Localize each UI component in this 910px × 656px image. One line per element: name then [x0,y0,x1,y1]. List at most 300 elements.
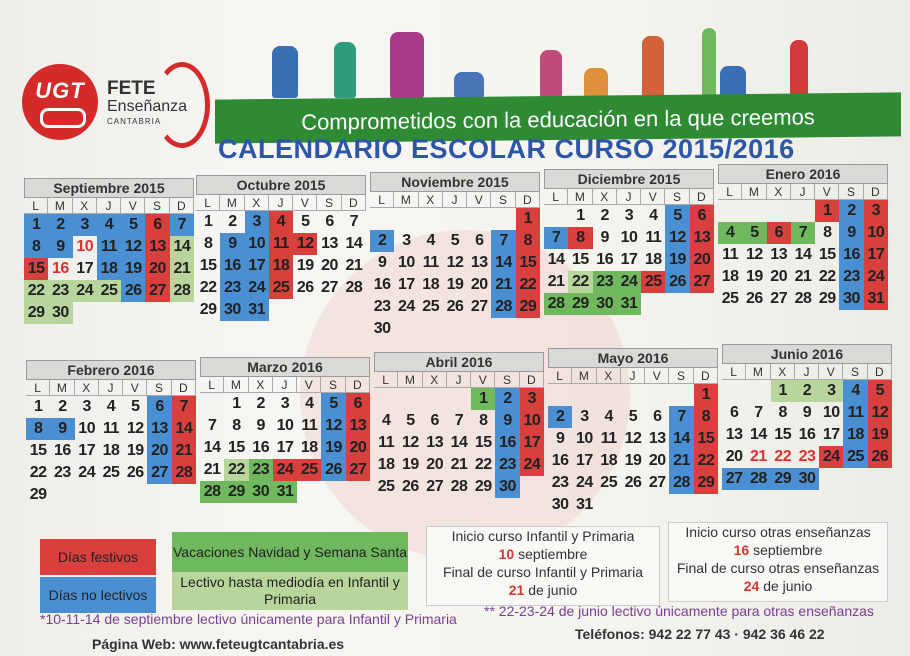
weekday-label: J [443,192,467,208]
day-cell: 30 [551,496,569,513]
day-cell: 10 [576,430,593,447]
info2-inicio-month: septiembre [753,542,823,558]
weekday-label: S [495,372,519,388]
day-cell: 31 [273,481,297,503]
day-cell: 5 [406,412,415,429]
day-cell: 29 [694,472,718,494]
day-cell: 13 [426,434,444,451]
day-cell: 11 [600,430,617,447]
day-grid [544,205,714,315]
day-cell: 10 [822,404,840,421]
day-cell: 23 [220,277,244,299]
weekday-label: X [423,372,447,388]
day-cell: 25 [102,464,120,481]
day-cell: 17 [576,452,593,469]
day-cell: 20 [690,249,714,271]
weekday-label: S [145,198,169,214]
day-cell: 6 [475,232,484,249]
day-cell: 28 [345,279,363,296]
weekday-label: M [742,184,766,200]
weekday-label: J [273,377,297,393]
brand-fete: FETE [107,78,156,99]
day-cell: 23 [48,280,72,302]
day-cell: 29 [24,302,48,324]
day-cell: 31 [864,288,888,310]
weekday-header [544,189,714,205]
weekday-label: J [617,189,641,205]
info1-final-month: de junio [528,582,578,598]
day-cell: 7 [349,213,359,230]
day-cell: 9 [377,254,387,271]
empty-cell [742,200,766,222]
day-cell: 1 [576,207,585,224]
day-cell: 5 [131,398,140,415]
day-cell: 19 [321,437,345,459]
day-cell: 31 [576,496,593,513]
day-cell: 13 [648,430,666,447]
day-cell: 24 [617,271,641,293]
weekday-label: D [868,364,892,380]
empty-cell [645,384,669,406]
day-grid [200,393,370,503]
day-cell: 24 [73,280,97,302]
day-cell: 27 [346,459,370,481]
day-cell: 30 [495,476,519,498]
weekday-label: D [172,380,196,396]
day-cell: 21 [794,268,812,285]
legend-festivos: Días festivos [40,539,156,575]
day-cell: 16 [373,276,391,293]
day-cell: 3 [864,200,888,222]
month-calendar [24,178,194,328]
day-cell: 2 [839,200,863,222]
empty-cell [423,388,447,410]
day-cell: 16 [252,439,270,456]
day-cell: 19 [121,258,145,280]
weekday-label: S [317,195,341,211]
weekday-label: L [718,184,742,200]
day-cell: 28 [172,462,196,484]
day-cell: 27 [722,468,746,490]
info2-final-label: Final de curso otras enseñanzas [676,560,880,576]
empty-cell [621,384,645,406]
day-cell: 12 [665,227,689,249]
day-cell: 13 [147,418,171,440]
weekday-label: L [26,380,50,396]
day-cell: 12 [746,246,763,263]
day-cell: 26 [446,298,464,315]
day-cell: 18 [269,255,293,277]
day-cell: 8 [232,417,241,434]
day-cell: 29 [818,290,836,307]
day-cell: 14 [203,439,221,456]
day-cell: 4 [269,211,293,233]
day-cell: 24 [273,459,297,481]
day-cell: 20 [725,448,743,465]
day-cell: 30 [48,302,72,324]
info2-inicio-label: Inicio curso otras enseñanzas [685,524,871,540]
day-cell: 17 [245,255,269,277]
day-cell: 6 [325,213,334,230]
day-cell: 28 [544,293,568,315]
day-cell: 2 [600,207,609,224]
logo-text: UGT [35,78,85,103]
empty-cell [398,388,422,410]
day-cell: 14 [794,246,812,263]
month-calendar [548,348,718,513]
day-cell: 11 [103,420,119,437]
day-cell: 19 [402,456,419,473]
day-cell: 4 [843,380,867,402]
day-cell: 3 [245,211,269,233]
day-cell: 14 [547,251,565,268]
day-cell: 25 [600,474,618,491]
day-cell: 8 [694,406,718,428]
month-calendar [26,360,196,510]
day-cell: 6 [147,396,171,418]
day-cell: 11 [97,236,121,258]
day-grid [374,388,544,498]
weekday-label: S [669,368,693,384]
day-cell: 2 [58,398,67,415]
day-cell: 22 [24,280,48,302]
weekday-label: D [690,189,714,205]
empty-cell [200,393,224,415]
day-cell: 9 [600,229,609,246]
weekday-header [370,192,540,208]
day-cell: 10 [76,238,94,255]
day-cell: 9 [495,410,519,432]
weekday-label: X [245,195,269,211]
day-cell: 26 [126,464,144,481]
day-cell: 10 [398,254,415,271]
day-cell: 5 [742,222,766,244]
day-cell: 28 [450,478,468,495]
day-cell: 9 [256,417,265,434]
day-cell: 3 [73,214,97,236]
day-cell: 3 [819,380,843,402]
day-cell: 18 [377,456,395,473]
month-calendar [718,164,888,314]
empty-cell [572,384,596,406]
weekday-label: V [641,189,665,205]
empty-cell [722,380,746,402]
footnote-septiembre: *10-11-14 de septiembre lectivo únicamente para Infantil y Primaria [40,611,457,627]
month-title: Noviembre 2015 [370,172,540,192]
day-cell: 22 [29,464,47,481]
day-cell: 21 [203,461,221,478]
day-cell: 16 [52,260,69,277]
month-title: Enero 2016 [718,164,888,184]
day-cell: 8 [778,404,787,421]
day-cell: 27 [648,474,666,491]
day-cell: 8 [516,230,540,252]
day-cell: 1 [24,214,48,236]
day-cell: 22 [774,448,792,465]
day-cell: 18 [422,276,440,293]
ugt-logo [22,64,98,140]
web-link[interactable]: www.feteugtcantabria.es [179,636,345,652]
phone-line [575,626,825,642]
weekday-label: L [196,195,220,211]
day-cell: 14 [750,426,767,443]
weekday-label: V [819,364,843,380]
day-cell: 23 [593,271,617,293]
day-cell: 2 [48,214,72,236]
day-cell: 26 [868,446,892,468]
day-cell: 6 [430,412,439,429]
weekday-label: D [170,198,194,214]
day-cell: 27 [145,280,169,302]
calendar-title: CALENDARIO ESCOLAR CURSO 2015/2016 [218,134,795,164]
day-cell: 3 [280,395,290,412]
day-cell: 21 [491,274,515,296]
info1-final-label: Final de curso Infantil y Primaria [443,564,643,580]
day-cell: 22 [474,456,492,473]
brand-ensenanza: Enseñanza [107,98,188,115]
people-illustration [262,26,822,98]
day-cell: 30 [249,481,273,503]
day-cell: 21 [547,273,565,290]
weekday-label: J [97,198,121,214]
day-cell: 7 [172,396,196,418]
weekday-label: X [767,184,791,200]
month-title: Diciembre 2015 [544,169,714,189]
day-cell: 11 [843,402,867,424]
day-cell: 4 [649,207,658,224]
empty-cell [746,380,770,402]
empty-cell [669,384,693,406]
day-cell: 22 [224,459,248,481]
month-title: Febrero 2016 [26,360,196,380]
weekday-label: S [491,192,515,208]
day-cell: 24 [398,298,415,315]
day-cell: 10 [620,229,638,246]
day-cell: 31 [617,293,641,315]
day-cell: 11 [422,254,439,271]
weekday-label: M [398,372,422,388]
day-cell: 3 [624,207,634,224]
day-cell: 12 [293,233,317,255]
weekday-label: D [694,368,718,384]
day-cell: 1 [771,380,795,402]
day-cell: 2 [548,406,572,428]
day-cell: 21 [170,258,194,280]
weekday-label: J [269,195,293,211]
weekday-label: X [75,380,99,396]
weekday-label: S [665,189,689,205]
day-cell: 5 [868,380,892,402]
day-grid [722,380,892,490]
day-cell: 8 [823,224,832,241]
weekday-label: M [746,364,770,380]
info1-inicio-label: Inicio curso Infantil y Primaria [451,528,635,544]
weekday-header [24,198,194,214]
weekday-label: M [572,368,596,384]
day-cell: 23 [249,459,273,481]
weekday-label: X [593,189,617,205]
weekday-label: M [224,377,248,393]
legend-no-lectivos: Días no lectivos [40,577,156,613]
day-cell: 30 [593,293,617,315]
day-cell: 4 [97,214,121,236]
weekday-label: D [342,195,366,211]
day-cell: 22 [516,274,540,296]
day-cell: 6 [346,393,370,415]
day-cell: 3 [402,232,411,249]
day-cell: 8 [568,227,592,249]
footnote-junio: ** 22-23-24 de junio lectivo únicamente para otras enseñanzas [484,603,874,619]
day-cell: 13 [690,227,714,249]
day-cell: 27 [321,279,338,296]
day-cell: 1 [815,200,839,222]
day-cell: 15 [228,439,245,456]
month-title: Septiembre 2015 [24,178,194,198]
day-cell: 21 [669,450,693,472]
day-cell: 21 [450,456,468,473]
day-cell: 14 [345,235,363,252]
day-cell: 1 [471,388,495,410]
day-cell: 30 [373,320,391,337]
day-cell: 9 [802,404,812,421]
day-grid [24,214,194,324]
day-cell: 5 [321,393,345,415]
empty-cell [443,208,467,230]
day-cell: 2 [370,230,394,252]
day-cell: 28 [746,468,770,490]
day-cell: 22 [568,271,592,293]
day-cell: 8 [479,412,488,429]
day-cell: 7 [491,230,515,252]
day-cell: 29 [29,486,47,503]
day-cell: 12 [868,402,892,424]
day-cell: 22 [694,450,718,472]
day-cell: 19 [126,442,144,459]
day-cell: 24 [864,266,888,288]
day-cell: 20 [648,452,666,469]
month-title: Junio 2016 [722,344,892,364]
day-cell: 5 [450,232,460,249]
day-cell: 5 [301,213,310,230]
day-cell: 16 [596,251,614,268]
day-cell: 13 [321,235,338,252]
day-cell: 4 [106,398,116,415]
day-cell: 10 [864,222,888,244]
day-cell: 18 [97,258,121,280]
day-cell: 12 [402,434,419,451]
info-otras-ensenanzas [668,522,888,602]
day-cell: 26 [402,478,419,495]
day-cell: 17 [276,439,294,456]
info-infantil-primaria [426,526,660,606]
phone-numbers: 942 22 77 43 · 942 36 46 22 [648,626,825,642]
day-cell: 29 [224,481,248,503]
day-cell: 8 [203,235,213,252]
weekday-label: J [99,380,123,396]
day-cell: 4 [305,395,314,412]
day-cell: 12 [624,430,642,447]
weekday-header [200,377,370,393]
day-cell: 2 [795,380,819,402]
weekday-label: S [843,364,867,380]
day-cell: 28 [170,280,194,302]
day-cell: 18 [644,251,662,268]
weekday-label: V [471,372,495,388]
empty-cell [447,388,471,410]
day-cell: 30 [220,299,244,321]
day-cell: 28 [794,290,812,307]
day-cell: 3 [580,408,589,425]
day-cell: 19 [746,268,763,285]
weekday-label: V [297,377,321,393]
day-cell: 21 [345,257,363,274]
day-cell: 6 [653,408,662,425]
weekday-header [26,380,196,396]
brand-name [107,80,187,126]
day-cell: 15 [24,258,48,280]
phone-label: Teléfonos: [575,626,645,642]
day-cell: 20 [346,437,370,459]
day-cell: 24 [520,454,544,476]
day-cell: 26 [624,474,642,491]
day-cell: 19 [868,424,892,446]
empty-cell [791,200,815,222]
day-cell: 9 [220,233,244,255]
weekday-header [722,364,892,380]
day-cell: 1 [516,208,540,230]
weekday-header [548,368,718,384]
weekday-label: L [24,198,48,214]
day-cell: 10 [78,420,96,437]
weekday-label: J [447,372,471,388]
day-cell: 19 [665,249,689,271]
weekday-label: J [621,368,645,384]
day-cell: 10 [276,417,294,434]
weekday-label: J [791,184,815,200]
day-cell: 4 [604,408,613,425]
empty-cell [718,200,742,222]
day-cell: 6 [690,205,714,227]
day-cell: 26 [746,290,763,307]
day-cell: 16 [798,426,816,443]
day-cell: 14 [170,236,194,258]
day-cell: 20 [321,257,338,274]
weekday-label: S [321,377,345,393]
weekday-label: L [544,189,568,205]
day-cell: 25 [641,271,665,293]
weekday-label: M [48,198,72,214]
month-calendar [196,175,366,325]
day-cell: 17 [520,432,544,454]
day-cell: 18 [843,424,867,446]
day-cell: 4 [718,222,742,244]
day-cell: 14 [450,434,468,451]
legend-mediodia: Lectivo hasta mediodía en Infantil y Primaria [172,572,408,610]
weekday-label: L [722,364,746,380]
day-cell: 5 [628,408,638,425]
empty-cell [374,388,398,410]
handshake-icon [40,108,86,128]
day-cell: 2 [495,388,519,410]
day-cell: 31 [245,299,269,321]
day-cell: 23 [495,454,519,476]
day-cell: 24 [576,474,593,491]
info2-final-day: 24 [743,578,760,594]
day-cell: 28 [669,472,693,494]
slogan-banner: Comprometidos con la educación en la que creemos [215,92,901,143]
day-cell: 14 [491,252,515,274]
day-cell: 20 [770,268,788,285]
